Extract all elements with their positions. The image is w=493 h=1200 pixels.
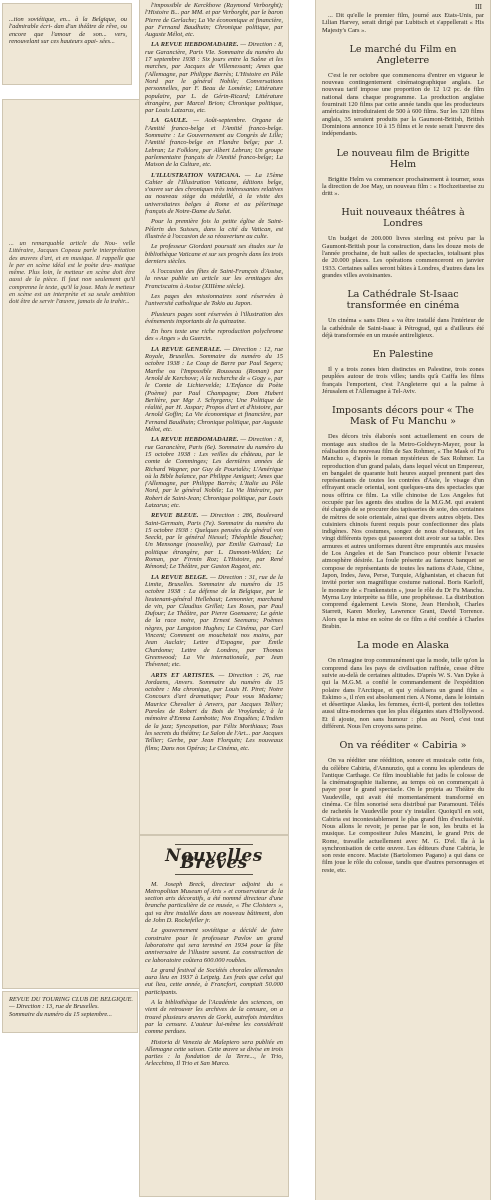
article-text: C'est le rer octobre que commencera d'entrer en vigueur le nouveau contingentement cinématographique anglais. Le nouveau tarif impose une proportion de 12 1/2 pc. de film national dans chaque programme. La production anglaise fournirait 120 films par cette année tandis que les producteurs américains introduiraient de 500 à 600 films. Sur les 120 films anglais, 35 seraient produits par la Gaumont-British, British Dominions annonce 10 à 15 films et le reste serait l'œuvre des indépendants. <box>322 71 484 138</box>
article-title: La mode en Alaska <box>357 640 449 652</box>
reviews-header: l'impossible de Kerckhove (Raymond Verborght); l'Histoire B... par MM. et par Verborght, par le baron Pierre de Gerlache; La Vie économique et financière, par Fernand Baudhuin; Chronique politique, par Auguste Mélot, etc. <box>145 2 283 39</box>
section-rule <box>175 844 253 845</box>
review-0 <box>145 41 283 114</box>
left-bottom-clipping <box>3 992 137 1032</box>
breves-section <box>145 838 283 1192</box>
review-5 <box>145 268 283 290</box>
article-text: Brigitte Helm va commencer prochainement à tourner, sous la direction de Joe May, un nouveau film : « Hochzeitsreise zu dritt ». <box>322 175 484 198</box>
review-9 <box>145 346 283 434</box>
article-theatres-londres <box>322 207 484 279</box>
article-film-angleterre <box>322 44 484 138</box>
article-text: Un cinéma « sans Dieu » va être installé dans l'intérieur de la cathédrale de Saint-Isaac à Pétrograd, qui a d'ailleurs été déjà transformée en un musée antireligieux. <box>322 317 484 339</box>
article-cabiria <box>322 740 484 874</box>
review-12 <box>145 574 283 669</box>
middle-reviews-clipping <box>140 0 288 834</box>
review-2 <box>145 172 283 216</box>
review-title: ARTS ET ARTISTES. <box>151 671 215 679</box>
article-text: Un budget de 200.000 livres sterling est prévu par la Gaumont-British pour la construction, dans les douze mois de l'année prochaine, de huit salles de spectacles, totalisant plus de 20.000 places. Les opérations commenceront en janvier 1933. Certaines salles seront bâties à Londres, d'autres dans les grandes villes avoisinantes. <box>322 235 484 279</box>
review-4 <box>145 243 283 265</box>
review-text: A l'occasion des fêtes de Saint-François d'Assise, la revue publie un article sur les ermitages des Franciscains à Assise (XIIIème siècle). <box>145 268 283 290</box>
article-text: On va rééditer une réédition, sonore et musicale cette fois, du célèbre Cabiria, d'Annunzio, qui a connu les splendeurs de l'antique Carthage. Ce film inoubliable fut jadis le colosse de la cinématographie italienne, au temps où on commençait à payer pour le grand spectacle. On le projeta au Théâtre du Vaudeville, qui avait été momentanément transformé en cinéma. Ce film sonorisé sera distribué par Paramount. Télés de rachetés le Vaudeville pour s'y installer. Quoiqu'il en soit, Cabiria est incontestablement le plus grand film d'exclusivité. Nous allons le revoir, je pense par le son, les bruits et la musique. Le compositeur Jules Manzini, le grand Prix de Rome, travaille actuellement avec M. G. D'el. Ila à la synchronisation de cette œuvre. Les éditeurs d'une Cabiria, le son reste encore. Maciste (Bartolomeo Pagano) a qui dans ce film joue le rôle du colosse, tandis que d'autres personnages et reste, etc. <box>322 757 484 874</box>
article-title: Imposants décors pour « The Mask of Fu Manchu » <box>332 405 474 428</box>
article-text: Des décors très élaborés sont actuellement en cours de montage aux studios de la Metro-Goldwyn-Mayer, pour la réalisation du nouveau film de Sax Rohmer, « The Mask of Fu Manchu », d'après le roman mystérieux de Sax Rohmer. La reproduction d'un grand palais, dans lequel vécut un Empereur, en bangalet de quarante huit heures auquel prennent part des représentants de toutes les contrées d'Asie, le visage d'un effrayant oracle oriental, sont quelques-uns des spectacles que nous offrira ce film. La ville chinoise de Los Angeles fut occupée par les agents des studios de la M.G.M. qui avaient été chargés de se procurer des tapisseries de soie, des centaines de mètres de soie orientale, ainsi que divers autres objets. Des cuisiniers chinois furent requis pour confectionner des plats indigènes. Nos costumes, songez de nous d'oiseaux, et les vingt différents types qui passeront doit avoir sur sa table. Des armures et autres uniformes durent être empruntés aux musées de Los Angeles et de San Francisco pour obtenir l'exacte atmosphère désirée. La foule présente au fameux banquet se compose de représentants de toutes les nations d'Asie, Chine, Japon, Indes, Java, Perse, Turquie, Afghanistan, et chacun fut invité porter son magnifique costume national. Boris Karloff, le monstre de « Frankenstein », joue le rôle du Dr Fu Manchu. Myrna Loy interprète sa fille, une prophétesse. La distribution comprend également Lewis Stone, Jean Hersholt, Charles Starrett, Karen Morley, Lawrence Grant, David Torrence. Alors que la mise en scène de ce film a été confiée à Charles Brabin. <box>322 433 484 631</box>
breve-item: A la bibliothèque de l'Académie des sciences, on vient de retrouver les archives de la censure, on a trouvé plusieurs œuvres de Gorki, autrefois interdites par la censure. L'auteur lui-même les considérait comme perdues. <box>145 999 283 1036</box>
review-text: — Direction : 26, rue Jordaens, Anvers. Sommaire du numéro du 15 octobre : Ma chronique, par Louis H. Piret; Notre Concours d'art dramatique; Pour vous Madame; Maurice Chevalier à Anvers, par Jacques Tellier; Paroles de Robert du Bois de Vroylande; à la mémoire d'Emma Lambotte; Nos Enquêtes; L'Indien de la jazz; Syncopation, par Félix Morthiaux; Tous les secrets du théâtre; Le Salon de l'Art... par Jacques Tellier; Gerbe, par Jean Florquin; Les nouveaux films; Dans nos Opéras; Le Cinéma, etc. <box>145 671 283 752</box>
breves-clipping <box>140 836 288 1196</box>
breve-item: M. Joseph Breck, directeur adjoint du « Metropolitan Museum of Arts » et conservateur de la section arts décoratifs, a été nommé directeur d'une branche particulière de ce musée, « The Cloisters », qui va être installée dans un nouveau bâtiment, don de John D. Rockefeller jr. <box>145 880 283 925</box>
article-title: Le nouveau film de Brigitte Helm <box>336 147 470 170</box>
review-text: Pour la première fois la petite église de Saint-Pèlerin des Suisses, dans la cité du Vatican, est illustrée à l'occasion de sa réouverture au culte. <box>145 218 283 240</box>
review-title: LA REVUE HEBDOMADAIRE. <box>151 41 239 49</box>
review-text: — Direction : 8, rue Garancière, Paris (6e). Sommaire du numéro du 15 octobre 1938 : Les veilles du château, par le comte de Comminges; Les dernières années de Richard Wagner, par Guy de Pourtalès; L'Amérique où la Bible balance, par Philippe Amiguet; Ames que j'Allemagne, par Philippe Barrès; L'Italie au Pôle Nord, par le général Nobile; La Vie littéraire, par Robert de Saint-Jean; Chronique politique, par Louis Latzarus; etc. <box>145 436 283 509</box>
right-column-clipping <box>316 0 490 1200</box>
review-10 <box>145 436 283 509</box>
tear-gap <box>0 1034 138 1200</box>
article-title: La Cathédrale St-Isaac transformée en cinéma <box>346 289 460 312</box>
touring-club-text: Sommaire du numéro du 15 septembre... <box>9 1010 112 1018</box>
review-title: LA REVUE GENERALE. <box>151 345 222 353</box>
review-text: — Août-septembre. Organe de l'Amitié franco-belge et l'Amitié franco-belge. Sommaire : Le Gouvernement au Congrès de Lille; l'Amitié franco-belge en Flandre belge; par J. Lebrun; Le Folklore, par Albert Lebrun; Un groupe parlementaire français de l'Amitié franco-belge; La Maison de la Culture, etc. <box>145 117 283 169</box>
review-text: Plusieurs pages sont réservées à l'illustration des événements importants de la quinzaine. <box>145 310 283 325</box>
left-top-text: ...tion soviétique, en... à la Belgique, ou l'admirable écri- dan d'un théâtre de rêve, ou encore que l'amour de son... vers, renouvelant sur ces hauteurs apai- sées... <box>9 16 127 45</box>
review-3 <box>145 218 283 240</box>
review-text: Les pages des missionnaires sont réservées à l'université catholique de Tokio au Japon. <box>145 292 283 308</box>
middle-reviews <box>145 2 283 830</box>
review-text: En hors texte une riche reproduction polychrome des « Anges » du Guercin. <box>145 328 283 343</box>
review-8 <box>145 328 283 343</box>
left-main-text: ... un remarquable article du Nou- velle Littéraire, Jacques Copeau parle interprétation des œuvres d'art, et en musique. Il rappelle que le per en scène idéal est le poète dra- matique même. Plus loin, le metteur en scène doit être aussi de la pièce. Il faut non seulement qu'il comprenne le texte, qu'il la joue. Mais le metteur en scène est un interprète et sa seule ambition doit être de servir l'œuvre, jamais de la trahir... <box>9 240 135 306</box>
review-text: — La 15ème Cahier de l'Illustration Vaticane, éditions belge, s'ouvre sur des chroniques très intéressantes relatives au nouveau siège du médaillé, à la visite des universitaires belges à Rome et au pèlerinage français de Notre-Dame du Salut. <box>145 171 283 216</box>
breve-item: Le grand festival de Sociétés chorales allemandes aura lieu en 1937 à Leipzig. Les frais que celui qui eut lieu, cette année, à Francfort, comptait 50.000 participants. <box>145 966 283 996</box>
right-articles <box>322 12 484 1196</box>
review-text: Le professeur Giordani poursuit ses études sur la bibliothèque Vaticane et sur ses progrès dans les trois derniers siècles. <box>145 243 283 265</box>
review-6 <box>145 293 283 308</box>
article-cathedrale <box>322 289 484 339</box>
review-title: L'ILLUSTRATION VATICANA. <box>151 171 241 179</box>
section-rule <box>175 874 253 875</box>
article-brigitte-helm <box>322 148 484 198</box>
article-text: On n'imagine trop communément que la mode, telle qu'on la comprend dans les pays de civilisation raffinée, cesse d'être suivie au-delà de certaines altitudes. D'après W. S. Van Dyke à qui la M.G.M. a confié le commandement de l'expédition polaire dans l'Arctique, et qui y réalisera un grand film « Eskimo », il n'en est absolument rien. A Nome, dans le lointain et désertique Alaska, les femmes, écrit-il, portent des toilettes aussi ultra-modernes que les plus élégantes stars d'Hollywood. Et il ajoute, non sans humour : plus au Nord, c'est tout différent. Nous l'en croyons sans peine. <box>322 657 484 730</box>
review-13 <box>145 672 283 752</box>
left-main-clipping <box>3 100 141 988</box>
tear-gap <box>0 86 138 98</box>
article-fu-manchu <box>322 405 484 630</box>
review-11 <box>145 512 283 570</box>
article-title: Le marché du Film en Angleterre <box>349 43 457 66</box>
left-top-clipping <box>3 4 131 84</box>
column-gap <box>290 0 314 1200</box>
review-1 <box>145 117 283 168</box>
review-title: REVUE BLEUE. <box>151 512 199 520</box>
article-mode-alaska <box>322 640 484 730</box>
review-title: LA REVUE HEBDOMADAIRE. <box>151 436 239 444</box>
right-top-text: ... Dit qu'elle le premier film, journé aux Etats-Unis, par Lilian Harvey, serait dirigé par Lubitsch et s'appellerait « His Majesty's Cars ». <box>322 12 484 34</box>
touring-club-review <box>9 996 133 1028</box>
review-7 <box>145 311 283 326</box>
breve-item: Le gouvernement soviétique a décidé de faire construire pour le professeur Pavlov un grand laboratoire qui sera terminé en 1934 pour la fête anniversaire de l'illustre savant. La construction de ce laboratoire coûtera 600.000 roubles. <box>145 927 283 964</box>
touring-club-title: REVUE DU TOURING CLUB DE BELGIQUE. — Direction : 13, rue de Bruxelles. <box>9 996 133 1011</box>
article-text: Il y a trois zones bien distinctes en Palestine, trois zones peuplées autour de trois villes; tandis qu'à Caiffa les films français l'emportent, c'est l'Angleterre qui a la palme à Jérusalem et l'Allemagne à Tel-Aviv. <box>322 366 484 396</box>
review-title: LA REVUE BELGE. <box>151 573 208 581</box>
review-text: — Direction : 31, rue de la Limite, Bruxelles. Sommaire du numéro du 15 octobre 1938 : La défense de la Belgique, par le lieutenant-général Hellebaut; Lemonnier, marchand de vin, par Claudius Grillet; Les Roses, par Paul Dufour; Le Théâtre, par Pierre Goemaere; Le génie de la race noire, par Ernest Seemans; Poèmes nègres, par Langston Hughes; Le Cinéma, par Carl Vincent; Comment on mouchetait nos mains, par Jean Auclair; Lettre d'Espagne, par Émile Chardome; Lettre de Londres, par Thomas Greenwood; La Vie internationale, par Jean Thévenet; etc. <box>145 573 283 669</box>
review-text: — Direction : 286, Boulevard Saint-Germain, Paris (7e). Sommaire du numéro du 15 octobre 1938 : Quelques pensées du général von Seeckt, par le général Niessel; Théophile Bouchet; Un Mensonge (nouvelle), par Emilie Guiraud; La politique étrangère, par L. Dumont-Wilden; Le Roman, par Firmin Roz; L'Histoire, par René Rémond; Le Théâtre, par Gaston Rageot, etc. <box>145 512 283 571</box>
review-title: LA GAULE. <box>151 117 188 125</box>
article-palestine <box>322 349 484 395</box>
page-number: III <box>475 3 482 11</box>
review-text: — Direction : 12, rue Royale, Bruxelles. Sommaire du numéro du 15 octobre 1938 : Le Coup de Barre par Paul Segers; Marthe ou l'Impossible Rousseau (Roman) par Arnold de Kerchove; A la recherche de « Gogy », par le Comte de Lichtervelde; L'Enfance du Poète (Poème) par Paul Champagne; Dom Hubert Berlière, par Mgr J. Schyrgens; Une Politique de réalité, par H. Jaspar; Propos d'art et d'histoire, par Arnold Goffin; La Vie économique et financière, par Fernand Baudhuin; Chronique politique, par Auguste Mélot, etc. <box>145 345 283 434</box>
breve-item: Historia di Venezia de Malepiero sera publiée en Allemagne cette saison. Cette œuvre se divise en trois parties : la fondation de la Terre..., le Trio, Arlecchino, Il Trio et San Marco. <box>145 1038 283 1068</box>
article-title: Huit nouveaux théâtres à Londres <box>341 207 465 230</box>
review-text: — Direction : 8, rue Garancière, Paris VIe. Sommaire du numéro du 17 septembre 1938 : Six jours entre la Saône et les marches, par Jacques de Villemessant; Ames que j'Allemagne, par Philippe Barrès; L'Histoire en Pâle Nord par le général Nobile; Conversations personnelles, par F. Beau de Loménie; Littérature populaire, par L. de Gérin-Ricard; Littérature étrangère, par Marcel Brion; Chronique politique, par Louis Latzarus, etc. <box>145 41 283 115</box>
article-title: En Palestine <box>372 349 434 361</box>
article-title: On va rééditer « Cabiria » <box>339 740 467 752</box>
breves-title: Nouvelles Brèves <box>165 846 263 874</box>
